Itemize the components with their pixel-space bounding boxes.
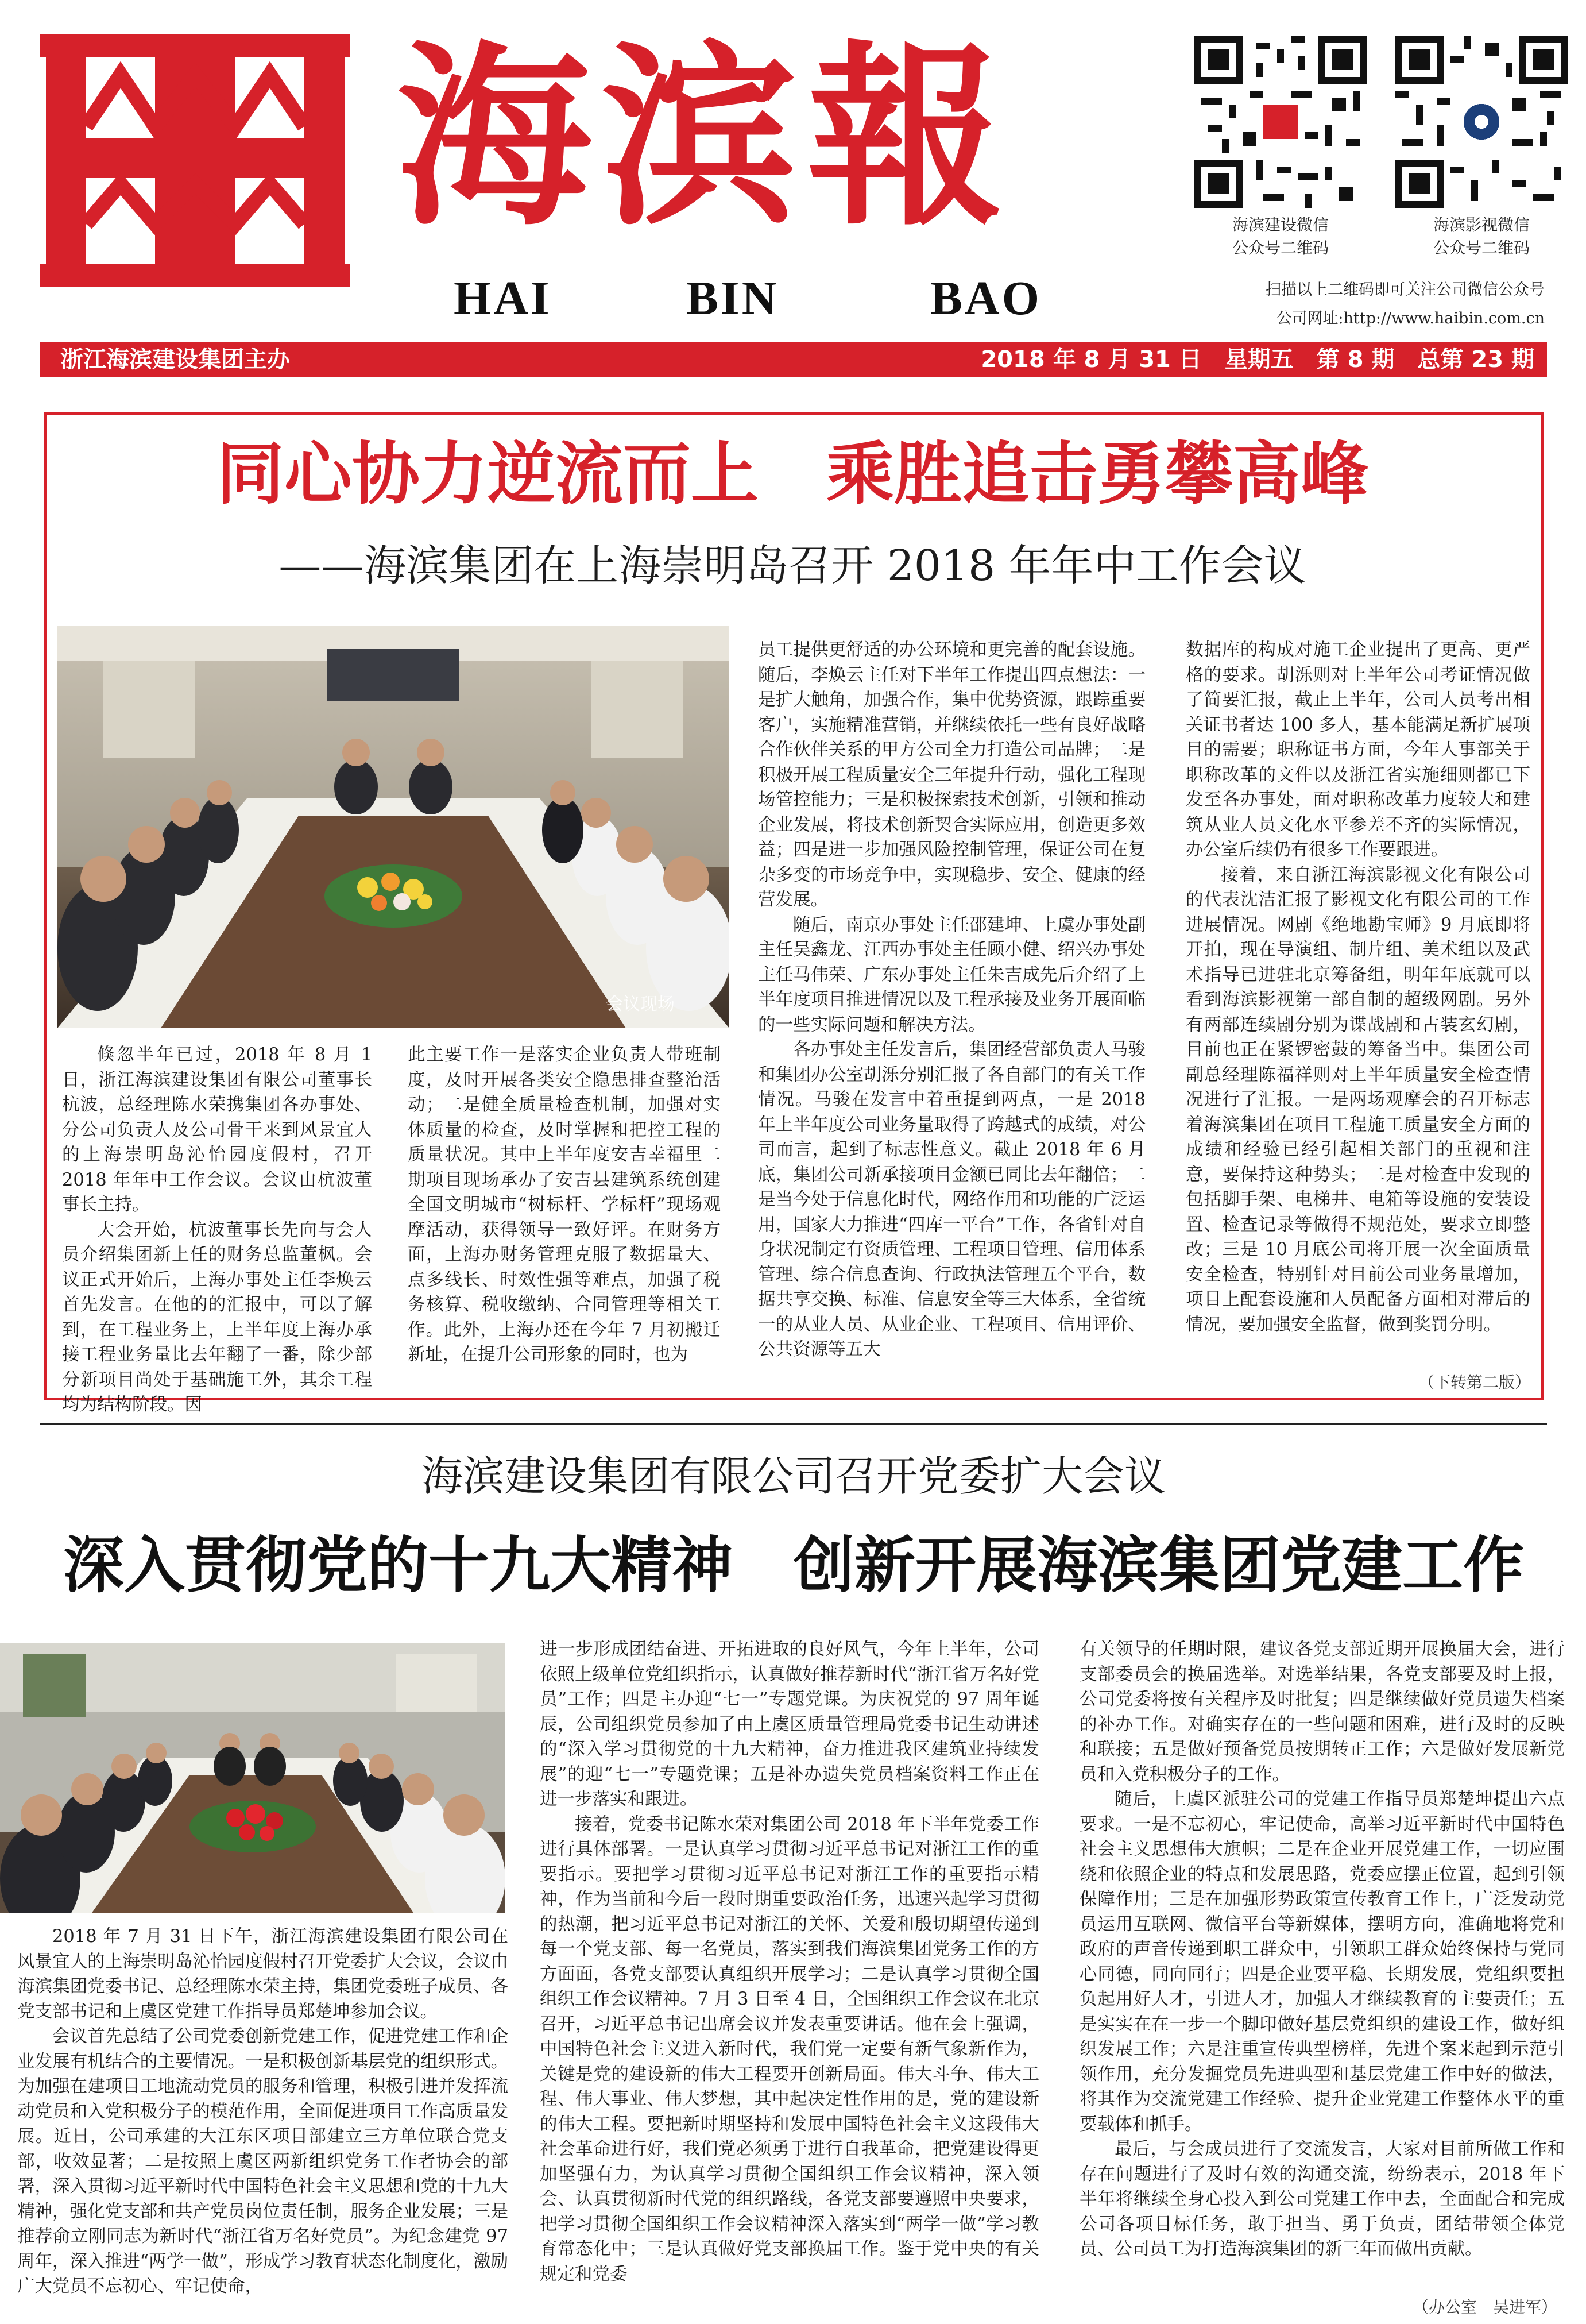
paragraph: 进一步形成团结奋进、开拓进取的良好风气，今年上半年，公司依照上级单位党组织指示，认真做好推荐新时代“浙江省万名好党员”工作；四是主办迎“七一”专题党课。为庆祝党的 97 周年诞辰，公司组织党员参加了由上虞区质量管理局党委书记生动讲述的“深入学习贯彻党的十九大精神，奋力推进我区建筑业持续发展”的迎“七一”专题党课；五是补办遗失党员档案资料工作正在进一步落实和跟进。 xyxy=(540,1639,1039,1809)
paragraph: 接着，党委书记陈水荣对集团公司 2018 年下半年党委工作进行具体部署。一是认真学习贯彻习近平总书记对浙江工作的重要指示。要把学习贯彻习近平总书记对浙江工作的重要指示精神，作为当前和今后一段时期重要政治任务，迅速兴起学习贯彻的热潮，把习近平总书记对浙江的关怀、关爱和殷切期望传递到每一个党支部、每一名党员，落实到我们海滨集团党务工作的方方面面，各党支部要认真组织开展学习；二是认真学习贯彻全国组织工作会议精神。7 月 3 日至 4 日，全国组织工作会议在北京召开，习近平总书记出席会议并发表重要讲话。他在会上强调，中国特色社会主义进入新时代，我们党一定要有新气象新作为，关键是党的建设新的伟大工程要开创新局面。伟大斗争、伟大工程、伟大事业、伟大梦想，其中起决定性作用的是，党的建设新的伟大工程。要把新时期坚持和发展中国特色社会主义这段伟大社会革命进行好，我们党必须勇于进行自我革命，把党建设得更加坚强有力，为认真学习贯彻全国组织工作会议精神，深入领会、认真贯彻新时代党的组织路线，各党支部要遵照中央要求，把学习贯彻全国组织工作会议精神深入落实到“两学一做”学习教育常态化中；三是认真做好党支部换届工作。鉴于党中央的有关规定和党委 xyxy=(540,1814,1039,2284)
lead-headline: 同心协力逆流而上 乘胜追击勇攀高峰 xyxy=(216,434,1368,514)
paragraph: 大会开始，杭波董事长先向与会人员介绍集团新上任的财务总监董枫。会议正式开始后，上海办事处主任李焕云首先发言。在他的的汇报中，可以了解到，在工程业务上，上半年度上海办承接工程业务量比去年翻了一番，除少部分新项目尚处于基础施工外，其余工程均为结构阶段。因 xyxy=(62,1219,372,1415)
section-divider xyxy=(40,1423,1547,1425)
second-headline: 深入贯彻党的十九大精神 创新开展海滨集团党建工作 xyxy=(63,1529,1524,1601)
lead-column-4 xyxy=(1186,638,1530,1373)
lead-column-2 xyxy=(408,1043,721,1387)
party-meeting-photo xyxy=(0,1643,505,1913)
qr-caption-film xyxy=(1395,214,1568,260)
website-link[interactable]: 公司网址:http://www.haibin.com.cn xyxy=(1276,310,1545,327)
second-preheadline: 海滨建设集团有限公司召开党委扩大会议 xyxy=(421,1452,1166,1500)
qr-caption-line: 海滨影视微信 xyxy=(1433,215,1530,234)
second-column-3 xyxy=(1080,1637,1565,2298)
second-column-2 xyxy=(540,1637,1039,2321)
paragraph: 倏忽半年已过，2018 年 8 月 1 日，浙江海滨建设集团有限公司董事长杭波，总经理陈水荣携集团各办事处、分公司负责人及公司骨干来到风景宜人的上海崇明岛沁怡园度假村，召开 2018 年年中工作会议。会议由杭波董事长主持。 xyxy=(62,1045,372,1215)
scan-instruction: 扫描以上二维码即可关注公司微信公众号 xyxy=(1266,281,1545,299)
masthead-pinyin-1: HAI xyxy=(454,272,552,325)
qr-caption-line: 公众号二维码 xyxy=(1232,238,1329,257)
haibin-logo xyxy=(40,34,350,287)
paragraph: 接着，来自浙江海滨影视文化有限公司的代表沈洁汇报了影视文化有限公司的工作进展情况。网剧《绝地勘宝师》9 月底即将开拍，现在导演组、制片组、美术组以及武术指导已进驻北京筹备组，明年年底就可以看到海滨影视第一部自制的超级网剧。另外有两部连续剧分别为谍战剧和古装玄幻剧，目前也正在紧锣密鼓的筹备当中。集团公司副总经理陈福祥则对上半年质量安全检查情况进行了汇报。一是两场观摩会的召开标志着海滨集团在项目工程施工质量安全方面的成绩和经验已经引起相关部门的重视和注意，要保持这种势头；二是对检查中发现的包括脚手架、电梯井、电箱等设施的安装设置、检查记录等做得不规范处，要求立即整改；三是 10 月底公司将开展一次全面质量安全检查，特别针对目前公司业务量增加，项目上配套设施和人员配备方面相对滞后的情况，要加强安全监督，做到奖罚分明。 xyxy=(1186,864,1530,1335)
meeting-photo xyxy=(57,626,729,1028)
lead-column-1 xyxy=(62,1043,372,1415)
masthead-title: 海滨報 xyxy=(396,23,1013,252)
paragraph: 最后，与会成员进行了交流发言，大家对目前所做工作和存在问题进行了及时有效的沟通交流，纷纷表示，2018 年下半年将继续全身心投入到公司党建工作中去，全面配合和完成公司各项目标任务，敢于担当、勇于负责，团结带领全体党员、公司员工为打造海滨集团的新三年而做出贡献。 xyxy=(1080,2139,1565,2259)
paragraph: 数据库的构成对施工企业提出了更高、更严格的要求。胡泺则对上半年公司考证情况做了简要汇报，截止上半年，公司人员考出相关证书者达 100 多人，基本能满足新扩展项目的需要；职称证书方面，今年人事部关于职称改革的文件以及浙江省实施细则都已下发至各办事处，面对职称改革力度较大和建筑从业人员文化水平参差不齐的实际情况，办公室后续仍有很多工作要跟进。 xyxy=(1186,640,1530,860)
masthead-pinyin-2: BIN xyxy=(686,272,779,325)
qr-caption-line: 公众号二维码 xyxy=(1433,238,1530,257)
masthead-pinyin-3: BAO xyxy=(930,272,1042,325)
paragraph: 会议首先总结了公司党委创新党建工作，促进党建工作和企业发展有机结合的主要情况。一是积极创新基层党的组织形式。为加强在建项目工地流动党员的服务和管理，积极引进并发挥流动党员和入党积极分子的模范作用，全面促进项目工作高质量发展。近日，公司承建的大江东区项目部建立三方单位联合党支部，收效显著；二是按照上虞区两新组织党务工作者协会的部署，深入贯彻习近平新时代中国特色社会主义思想和党的十九大精神，强化党支部和共产党员岗位责任制，服务企业发展；三是推荐俞立刚同志为新时代“浙江省万名好党员”。为纪念建党 97 周年，深入推进“两学一做”，形成学习教育状态化制度化，激励广大党员不忘初心、牢记使命， xyxy=(17,2026,508,2296)
scan-note xyxy=(1177,276,1545,333)
second-column-1 xyxy=(17,1924,508,2321)
issue-info: 2018 年 8 月 31 日 星期五 第 8 期 总第 23 期 xyxy=(981,346,1534,373)
qr-caption-construction xyxy=(1194,214,1367,260)
paragraph: 2018 年 7 月 31 日下午，浙江海滨建设集团有限公司在风景宜人的上海崇明岛沁怡园度假村召开党委扩大会议，会议由海滨集团党委书记、总经理陈水荣主持，集团党委班子成员、各党支部书记和上虞区党建工作指导员郑楚坤参加会议。 xyxy=(17,1927,508,2022)
paragraph: 员工提供更舒适的办公环境和更完善的配套设施。随后，李焕云主任对下半年工作提出四点想法：一是扩大触角，加强合作，集中优势资源，跟踪重要客户，实施精准营销，并继续依托一些有良好战略合作伙伴关系的甲方公司全力打造公司品牌；二是积极开展工程质量安全三年提升行动，强化工程现场管控能力；三是积极探索技术创新，引领和推动企业发展，将技术创新契合实际应用，创造更多效益；四是进一步加强风险控制管理，保证公司在复杂多变的市场竞争中，实现稳步、安全、健康的经营发展。 xyxy=(758,640,1146,910)
qr-code-film xyxy=(1395,36,1568,208)
qr-code-construction xyxy=(1194,36,1367,208)
photo-caption: 会议现场 xyxy=(606,994,675,1014)
paragraph: 此主要工作一是落实企业负责人带班制度，及时开展各类安全隐患排查整治活动；二是健全质量检查机制，加强对实体质量的检查，及时掌握和把控工程的质量状况。其中上半年度安吉幸福里二期项目现场承办了安吉县建筑系统创建全国文明城市“树标杆、学标杆”现场观摩活动，获得领导一致好评。在财务方面，上海办财务管理克服了数据量大、点多线长、时效性强等难点，加强了税务核算、税收缴纳、合同管理等相关工作。此外，上海办还在今年 7 月初搬迁新址，在提升公司形象的同时，也为 xyxy=(408,1045,721,1365)
paragraph: 各办事处主任发言后，集团经营部负责人马骏和集团办公室胡泺分别汇报了各自部门的有关工作情况。马骏在发言中着重提到两点，一是 2018 年上半年度公司业务量取得了跨越式的成绩，对公司而言，起到了标志性意义。截止 2018 年 6 月底，集团公司新承接项目金额已同比去年翻倍；二是当今处于信息化时代，网络作用和功能的广泛运用，国家大力推进“四库一平台”工作，各省针对自身状况制定有资质管理、工程项目管理、信用体系管理、综合信息查询、行政执法管理五个平台，数据共享交换、标准、信息安全等三大体系，全省统一的从业人员、从业企业、工程项目、信用评价、公共资源等五大 xyxy=(758,1040,1146,1360)
sponsor-text: 浙江海滨建设集团主办 xyxy=(60,346,290,373)
lead-column-3 xyxy=(758,638,1146,1384)
lead-subheadline: ——海滨集团在上海崇明岛召开 2018 年年中工作会议 xyxy=(278,541,1306,590)
paragraph: 有关领导的任期时限，建议各党支部近期开展换届大会，进行支部委员会的换届选举。对选举结果，各党支部要及时上报，公司党委将按有关程序及时批复；四是继续做好党员遗失档案的补办工作。对确实存在的一些问题和困难，进行及时的反映和联接；五是做好预备党员按期转正工作；六是做好发展新党员和入党积极分子的工作。 xyxy=(1080,1639,1565,1785)
paragraph: 随后，南京办事处主任邵建坤、上虞办事处副主任吴鑫龙、江西办事处主任顾小健、绍兴办事处主任马伟荣、广东办事处主任朱吉成先后介绍了上半年度项目推进情况以及工程承接及业务开展面临的一些实际问题和解决方法。 xyxy=(758,914,1146,1035)
continued-note: （下转第二版） xyxy=(1418,1373,1531,1392)
qr-caption-line: 海滨建设微信 xyxy=(1232,215,1329,234)
paragraph: 随后，上虞区派驻公司的党建工作指导员郑楚坤提出六点要求。一是不忘初心，牢记使命，高举习近平新时代中国特色社会主义思想伟大旗帜；二是在企业开展党建工作，一切应围绕和依照企业的特点和发展思路，党委应摆正位置，起到引领保障作用；三是在加强形势政策宣传教育工作上，广泛发动党员运用互联网、微信平台等新媒体，摆明方向，准确地将党和政府的声音传递到职工群众中，引领职工群众始终保持与党同心同德，同向同行；四是企业要平稳、长期发展，党组织要担负起用好人才，引进人才，加强人才继续教育的主要责任；五是实实在在一步一个脚印做好基层党组织的建设工作，做好组织发展工作；六是注重宣传典型榜样，先进个案来起到示范引领作用，充分发掘党员先进典型和基层党建工作中好的做法，将其作为交流党建工作经验、提升企业党建工作整体水平的重要载体和抓手。 xyxy=(1080,1789,1565,2134)
author-note: （办公室 吴进军） xyxy=(1413,2298,1558,2317)
